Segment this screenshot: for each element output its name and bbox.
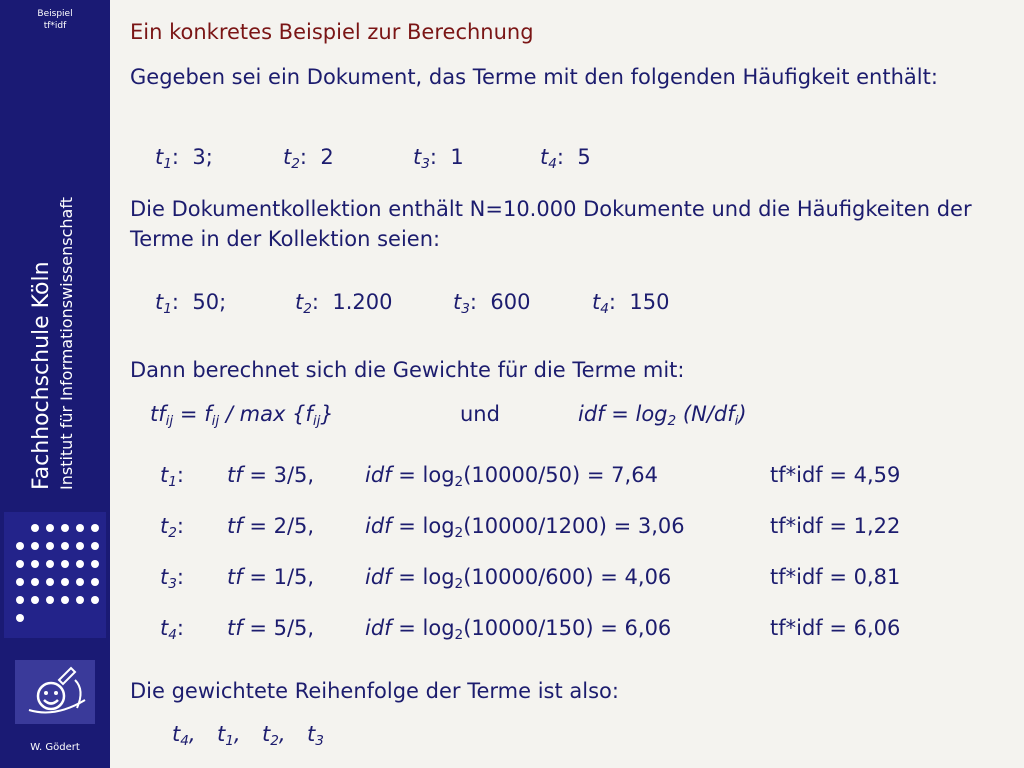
calc-term: $t_1$: xyxy=(160,463,184,491)
pattern-dot xyxy=(91,524,99,532)
slide-content xyxy=(130,0,1010,768)
pattern-dot xyxy=(31,542,39,550)
pattern-dot xyxy=(91,578,99,586)
doc-freq-item: $t_1$: 3; xyxy=(155,145,213,173)
slide-title: Ein konkretes Beispiel zur Berechnung xyxy=(130,20,534,44)
institute-name: Institut für Informationswissenschaft xyxy=(57,197,76,490)
sidebar-topic xyxy=(0,8,110,32)
calculation-row xyxy=(160,514,960,544)
order-term: $t_4$, xyxy=(172,722,196,750)
und-label: und xyxy=(460,402,500,426)
sidebar-topic-line2: tf*idf xyxy=(43,21,67,31)
pattern-dot xyxy=(46,596,54,604)
pattern-dot xyxy=(16,596,24,604)
order-term: $t_2$, xyxy=(262,722,286,750)
logo-icon xyxy=(15,660,95,724)
pattern-dot xyxy=(16,542,24,550)
pattern-dot xyxy=(61,596,69,604)
document-frequencies xyxy=(155,145,855,175)
pattern-dot xyxy=(61,524,69,532)
sidebar-vertical-text xyxy=(28,110,98,490)
intro-paragraph: Gegeben sei ein Dokument, das Terme mit den folgenden Häufigkeit enthält: xyxy=(130,65,938,89)
pattern-dot xyxy=(76,542,84,550)
tf-formula: $tf_{ij} = f_{ij} / \max \{f_{ij}\}$ xyxy=(150,402,334,430)
collection-frequencies xyxy=(155,290,855,320)
pattern-dot xyxy=(91,542,99,550)
dots-pattern xyxy=(4,512,106,638)
pattern-dot xyxy=(46,542,54,550)
calc-tf: tf = 1/5, xyxy=(227,565,315,589)
formula-line xyxy=(150,402,850,432)
doc-freq-item: $t_3$: 1 xyxy=(413,145,464,173)
calc-idf: idf = $\log_2(10000/1200) = 3,06$ xyxy=(365,514,685,542)
calc-tf: tf = 2/5, xyxy=(227,514,315,538)
calc-idf: idf = $\log_2(10000/600) = 4,06$ xyxy=(365,565,672,593)
pattern-dot xyxy=(46,524,54,532)
collection-freq-item: $t_3$: 600 xyxy=(453,290,531,318)
pattern-dot xyxy=(61,542,69,550)
pattern-dot xyxy=(61,560,69,568)
pattern-dot xyxy=(16,560,24,568)
collection-paragraph: Die Dokumentkollektion enthält N=10.000 Dokumente und die Häufigkeiten der Terme in der Kollektion seien: xyxy=(130,197,972,251)
term-order xyxy=(172,722,572,752)
order-term: $t_1$, xyxy=(217,722,241,750)
calc-tfidf: tf*idf = 6,06 xyxy=(770,616,901,640)
collection-freq-item: $t_2$: 1.200 xyxy=(295,290,393,318)
calc-idf: idf = $\log_2(10000/50) = 7,64$ xyxy=(365,463,658,491)
calc-term: $t_3$: xyxy=(160,565,184,593)
collection-freq-item: $t_1$: 50; xyxy=(155,290,227,318)
calc-term: $t_2$: xyxy=(160,514,184,542)
doc-freq-item: $t_2$: 2 xyxy=(283,145,334,173)
order-term: $t_3$ xyxy=(307,722,324,750)
doc-freq-item: $t_4$: 5 xyxy=(540,145,591,173)
sidebar-topic-line1: Beispiel xyxy=(37,9,73,19)
calc-tfidf: tf*idf = 4,59 xyxy=(770,463,901,487)
pattern-dot xyxy=(31,596,39,604)
calculation-row xyxy=(160,616,960,646)
weights-paragraph: Dann berechnet sich die Gewichte für die Terme mit: xyxy=(130,358,685,382)
idf-formula: idf = $\log_2 (N/df_i)$ xyxy=(578,402,747,430)
sidebar xyxy=(0,0,110,768)
author-label: W. Gödert xyxy=(30,742,80,753)
calc-tfidf: tf*idf = 0,81 xyxy=(770,565,901,589)
pattern-dot xyxy=(46,578,54,586)
pattern-dot xyxy=(16,614,24,622)
pattern-dot xyxy=(76,560,84,568)
pattern-dot xyxy=(76,596,84,604)
pattern-dot xyxy=(91,596,99,604)
pattern-dot xyxy=(31,524,39,532)
collection-freq-item: $t_4$: 150 xyxy=(592,290,670,318)
calc-idf: idf = $\log_2(10000/150) = 6,06$ xyxy=(365,616,672,644)
pattern-dot xyxy=(46,560,54,568)
calc-tf: tf = 3/5, xyxy=(227,463,315,487)
pattern-dot xyxy=(76,578,84,586)
calc-tfidf: tf*idf = 1,22 xyxy=(770,514,901,538)
pattern-dot xyxy=(61,578,69,586)
pattern-dot xyxy=(91,560,99,568)
pattern-dot xyxy=(76,524,84,532)
calc-term: $t_4$: xyxy=(160,616,184,644)
pattern-dot xyxy=(31,578,39,586)
school-name: Fachhochschule Köln xyxy=(29,261,54,490)
pattern-dot xyxy=(31,560,39,568)
calculation-row xyxy=(160,463,960,493)
pattern-dot xyxy=(16,578,24,586)
order-paragraph: Die gewichtete Reihenfolge der Terme ist also: xyxy=(130,679,619,703)
calculation-row xyxy=(160,565,960,595)
calc-tf: tf = 5/5, xyxy=(227,616,315,640)
